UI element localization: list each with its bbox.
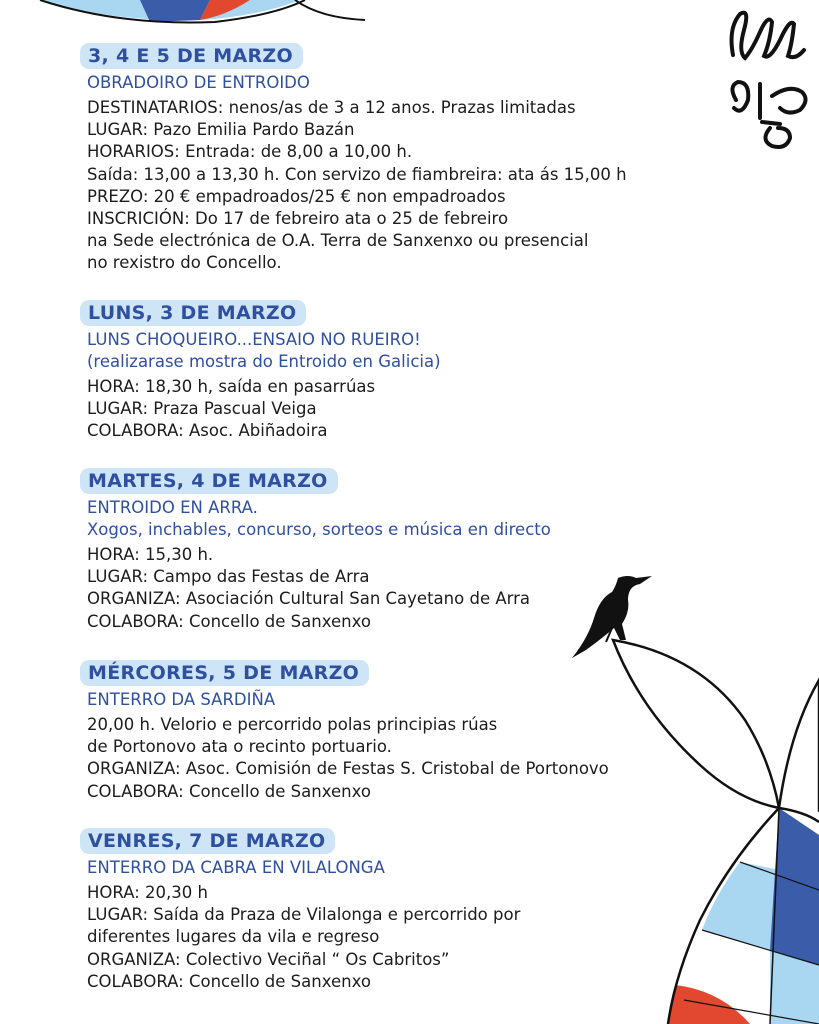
event-detail-line: ORGANIZA: Asociación Cultural San Cayetano de Arra — [87, 589, 531, 609]
event-detail-line: no rexistro do Concello. — [87, 253, 282, 273]
event-date-badge: LUNS, 3 DE MARZO — [80, 300, 306, 326]
top-fish-fragment — [40, 0, 365, 23]
event-title: LUNS CHOQUEIRO...ENSAIO NO RUEIRO! — [87, 330, 421, 349]
event-date-badge: 3, 4 E 5 DE MARZO — [80, 43, 303, 69]
event-title: ENTROIDO EN ARRA. — [87, 498, 258, 517]
event-detail-line: LUGAR: Saída da Praza de Vilalonga e percorrido por — [87, 905, 521, 925]
event-detail-line: COLABORA: Concello de Sanxenxo — [87, 781, 371, 801]
event-date-badge: MÉRCORES, 5 DE MARZO — [80, 660, 369, 686]
event-subtitle: Xogos, inchables, concurso, sorteos e música en directo — [87, 520, 551, 539]
event-detail-line: Saída: 13,00 a 13,30 h. Con servizo de fiambreira: ata ás 15,00 h — [87, 164, 627, 184]
event-section-3 — [80, 468, 551, 633]
event-detail-line: ORGANIZA: Colectivo Veciñal “ Os Cabritos” — [87, 949, 450, 969]
handwritten-doodle — [732, 13, 806, 147]
event-detail-line: ORGANIZA: Asoc. Comisión de Festas S. Cristobal de Portonovo — [87, 759, 609, 779]
event-section-5 — [80, 828, 520, 993]
event-detail-line: HORA: 15,30 h. — [87, 545, 214, 564]
event-title: ENTERRO DA SARDIÑA — [87, 690, 276, 709]
event-date-badge: MARTES, 4 DE MARZO — [80, 468, 338, 494]
event-date-badge: VENRES, 7 DE MARZO — [80, 828, 335, 854]
event-detail-line: LUGAR: Campo das Festas de Arra — [87, 567, 370, 587]
event-title: OBRADOIRO DE ENTROIDO — [87, 73, 310, 92]
event-subtitle: (realizarase mostra do Entroido en Galicia) — [87, 352, 441, 371]
event-detail-line: HORARIOS: Entrada: de 8,00 a 10,00 h. — [87, 142, 413, 162]
event-detail-line: COLABORA: Concello de Sanxenxo — [87, 611, 371, 631]
event-title: ENTERRO DA CABRA EN VILALONGA — [87, 858, 385, 877]
event-detail-line: INSCRICIÓN: Do 17 de febreiro ata o 25 de febreiro — [87, 209, 509, 229]
event-detail-line: de Portonovo ata o recinto portuario. — [87, 737, 392, 757]
event-detail-line: LUGAR: Pazo Emilia Pardo Bazán — [87, 120, 355, 140]
event-section-2 — [80, 300, 441, 443]
event-detail-line: PREZO: 20 € empadroados/25 € non empadroados — [87, 186, 506, 206]
event-detail-line: LUGAR: Praza Pascual Veiga — [87, 399, 317, 419]
event-detail-line: COLABORA: Asoc. Abiñadoira — [87, 421, 328, 441]
event-detail-line: HORA: 18,30 h, saída en pasarrúas — [87, 377, 376, 396]
event-detail-line: DESTINATARIOS: nenos/as de 3 a 12 anos. Prazas limitadas — [87, 98, 576, 117]
event-detail-line: COLABORA: Concello de Sanxenxo — [87, 971, 371, 991]
event-detail-line: na Sede electrónica de O.A. Terra de Sanxenxo ou presencial — [87, 231, 589, 251]
event-detail-line: diferentes lugares da vila e regreso — [87, 927, 380, 947]
fish-illustration — [613, 640, 819, 1024]
event-section-4 — [80, 660, 609, 803]
event-detail-line: HORA: 20,30 h — [87, 883, 208, 902]
event-detail-line: 20,00 h. Velorio e percorrido polas principias rúas — [87, 715, 498, 734]
event-section-1 — [80, 43, 627, 275]
